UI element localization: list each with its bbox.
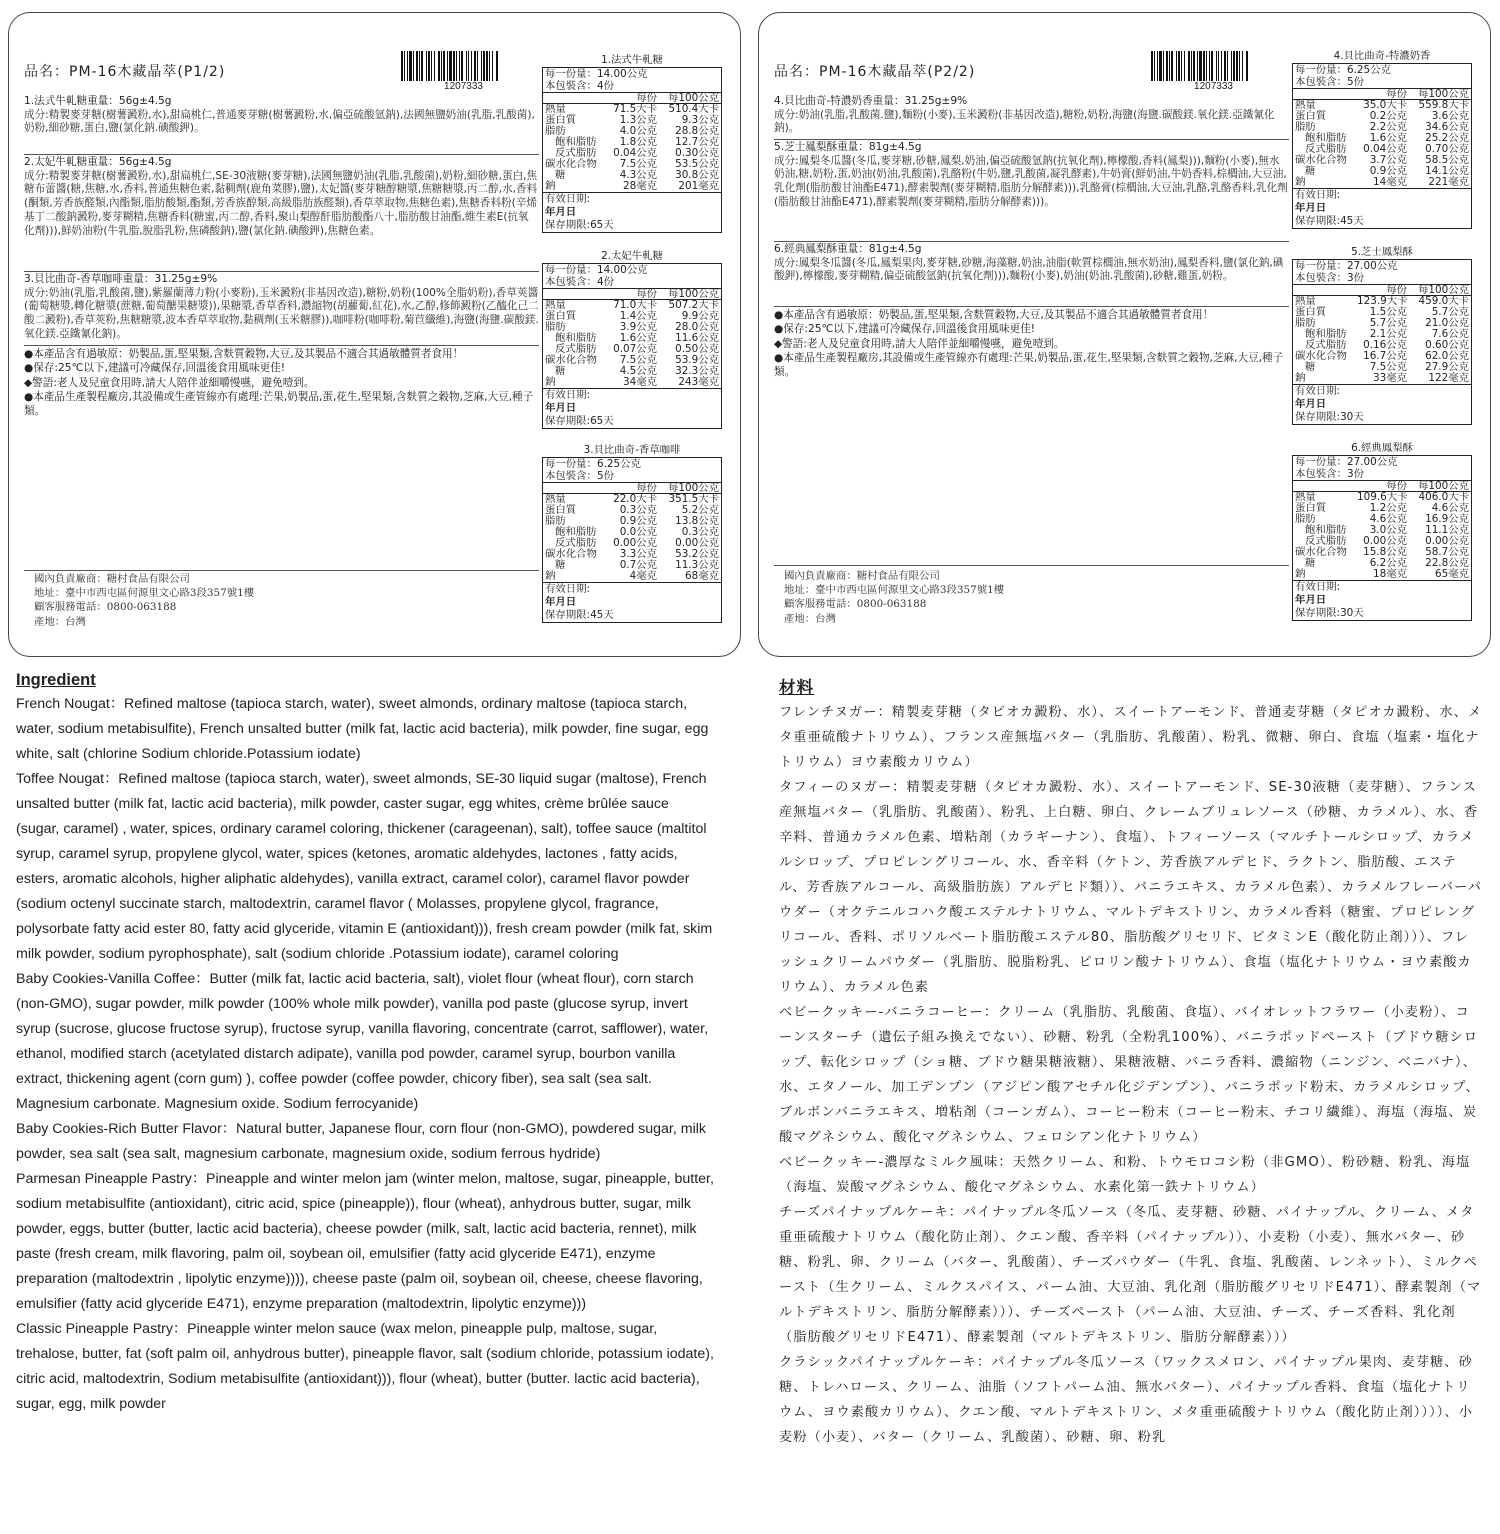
nutrient-name: 糖: [555, 365, 566, 377]
nutrition-row: [543, 571, 721, 582]
nutrient-name: 脂肪: [545, 515, 566, 527]
maker-phone: 顧客服務電話：0800-063188: [784, 598, 927, 611]
per-serving-value: 3.3公克: [619, 548, 657, 560]
nutrient-name: 糖: [1305, 361, 1316, 373]
servings-per-pack: 本包裝含：3份: [1295, 468, 1364, 480]
barcode-icon: [1151, 51, 1276, 83]
per-serving-value: 6.2公克: [1369, 557, 1407, 569]
per-100g-value: 34.6公克: [1425, 121, 1469, 133]
nutrient-name: 碳水化合物: [545, 548, 597, 560]
per-serving-value: 2.2公克: [1369, 121, 1407, 133]
per-100g-value: 21.0公克: [1425, 317, 1469, 329]
per-serving-value: 0.07公克: [613, 343, 657, 355]
per-serving-value: 1.8公克: [619, 136, 657, 148]
nutrition-title: 5.芝士鳳梨酥: [1351, 246, 1413, 258]
per-serving-value: 4.3公克: [619, 169, 657, 181]
barcode: [401, 51, 526, 91]
per-serving-value: 0.00公克: [613, 537, 657, 549]
nutrient-name: 碳水化合物: [545, 158, 597, 170]
per-100g-value: 16.9公克: [1425, 513, 1469, 525]
servings-per-pack: 本包裝含：4份: [545, 276, 614, 288]
nutrient-name: 糖: [555, 559, 566, 571]
per-serving-value: 1.4公克: [619, 310, 657, 322]
nutrient-name: 脂肪: [1295, 317, 1316, 329]
barcode: [1151, 51, 1276, 91]
per-100g-value: 122毫克: [1428, 372, 1469, 384]
per-100g-value: 65毫克: [1434, 568, 1469, 580]
ingredient-paragraph: フレンチヌガー：精製麦芽糖（タピオカ澱粉、水）、スイートアーモンド、普通麦芽糖（タピオカ澱粉、水、メタ重亜硫酸ナトリウム）、フランス産無塩バター（乳脂肪、乳酸菌）、粉乳、微糖、卵白、食塩（塩素・塩化ナトリウム）ヨウ素酸カリウム）: [779, 705, 1483, 770]
nutrition-serving: [1293, 64, 1471, 89]
divider: [774, 565, 1289, 566]
serving-size: 每一份量：14.00公克: [545, 264, 648, 276]
nutrient-name: 鈉: [1295, 176, 1306, 188]
per-100g-value: 9.3公克: [681, 114, 719, 126]
nutrient-name: 反式脂肪: [555, 147, 597, 159]
ingredient-paragraph: Classic Pineapple Pastry：Pineapple winter melon sauce (wax melon, pineapple pulp, maltose, sugar, trehalose, butter, fat (soft palm oil, anhydrous butter), pineapple flavor, salt (sodium chloride, potassium iodate), citric acid, maltodextrin, Sodium metabisulfite (antioxidant))), flour (wheat), butter (butter. lactic acid bacteria), sugar, egg, milk powder: [16, 1321, 714, 1412]
per-100g-value: 7.6公克: [1431, 328, 1469, 340]
per-serving-value: 0.3公克: [619, 504, 657, 516]
per-100g-value: 62.0公克: [1425, 350, 1469, 362]
per-serving-value: 7.5公克: [1369, 361, 1407, 373]
maker-name: 國內負責廠商：糖村食品有限公司: [34, 573, 190, 585]
nutrition-footer: [543, 583, 721, 622]
storage-note: ●保存:25℃以下,建議可冷藏保存,回溫後食用風味更佳!: [774, 323, 1036, 336]
expiry-date: 有效日期: 年月日: [1295, 581, 1341, 606]
ingredient-paragraph: ベビークッキー-濃厚なミルク風味：天然クリーム、和粉、トウモロコシ粉（非GMO）、粉砂糖、粉乳、海塩（海塩、炭酸マグネシウム、酸化マグネシウム、水素化第一鉄ナトリウム）: [779, 1155, 1471, 1195]
nutrient-name: 蛋白質: [545, 114, 577, 126]
nutrient-name: 飽和脂肪: [555, 332, 597, 344]
shelf-life: 保存期限:65天: [545, 219, 614, 231]
facility-note: ●本產品生產製程廠房,其設備或生產管線亦有處理:芒果,奶製品,蛋,花生,堅果類,含麩質之穀物,芝麻,大豆,種子類。: [24, 390, 534, 418]
divider: [24, 570, 539, 571]
ingredient-title: Ingredient: [16, 671, 96, 689]
section-body: 成分:精製麥芽糖(樹薯澱粉,水),甜扁桃仁,普通麥芽糖(樹薯澱粉,水,偏亞硫酸氫鈉),法國無鹽奶油(乳脂,乳酸菌),奶粉,細砂糖,蛋白,鹽(氯化鈉.碘酸鉀)。: [24, 108, 535, 135]
nutrition-title: 6.經典鳳梨酥: [1351, 442, 1413, 454]
nutrient-name: 熱量: [545, 493, 566, 505]
nutrition-row: [1293, 569, 1471, 580]
per-serving-value: 33毫克: [1372, 372, 1407, 384]
nutrition-serving: [543, 264, 721, 289]
nutrient-name: 熱量: [1295, 99, 1316, 111]
servings-per-pack: 本包裝含：4份: [545, 80, 614, 92]
nutrition-box: [1292, 259, 1472, 425]
manufacturer-info: [784, 569, 1004, 626]
per-100g-value: 58.7公克: [1425, 546, 1469, 558]
divider: [774, 241, 1289, 242]
ingredient-paragraph: Parmesan Pineapple Pastry：Pineapple and winter melon jam (winter melon, maltose, sugar, pineapple, butter, sodium metabisulfite (antioxidant), citric acid, spice (pineapple)), flour (wheat), anhydrous butter, sugar, milk powder, eggs, butter (butter, lactic acid bacteria), cheese powder (milk, salt, lactic acid bacteria, rennet), milk paste (fresh cream, milk flavoring, palm oil, soybean oil, emulsifier (fatty acid glyceride E471), enzyme preparation (maltodextrin , lipolytic enzyme)))), cheese paste (palm oil, soybean oil, cheese, cheese flavoring, emulsifier (fatty acid glyceride E471), enzyme preparation (maltodextrin, lipolytic enzyme))): [16, 1171, 714, 1312]
ingredient-section: [774, 95, 1289, 139]
nutrition-serving: [543, 458, 721, 483]
section-heading: 1.法式牛軋糖重量：56g±4.5g: [24, 95, 172, 107]
per-100g-value: 53.5公克: [675, 158, 719, 170]
serving-size: 每一份量：27.00公克: [1295, 260, 1398, 272]
nutrient-name: 反式脂肪: [555, 537, 597, 549]
ingredient-section: [24, 156, 539, 269]
shelf-life: 保存期限:45天: [1295, 215, 1364, 227]
per-serving-value: 16.7公克: [1363, 350, 1407, 362]
per-serving-header: 每份: [1386, 88, 1407, 100]
nutrition-footer: [1293, 189, 1471, 228]
nutrition-table: [1292, 245, 1472, 425]
nutrient-name: 糖: [1305, 165, 1316, 177]
expiry-date: 有效日期: 年月日: [545, 193, 591, 218]
per-serving-value: 2.1公克: [1369, 328, 1407, 340]
per-serving-value: 7.5公克: [619, 158, 657, 170]
per-serving-value: 0.04公克: [1363, 143, 1407, 155]
warning-note: ◆警語:老人及兒童食用時,請大人陪伴並細嚼慢嚥，避免噎到。: [774, 337, 1065, 350]
per-100g-value: 351.5大卡: [668, 493, 719, 505]
nutrition-title: 4.貝比曲奇-特濃奶香: [1333, 50, 1431, 62]
nutrient-name: 碳水化合物: [1295, 546, 1347, 558]
ingredient-section: [774, 141, 1289, 240]
per-serving-value: 1.5公克: [1369, 306, 1407, 318]
barcode-number: 1207333: [444, 81, 483, 92]
per-100g-value: 58.5公克: [1425, 154, 1469, 166]
ingredient-paragraph: Toffee Nougat：Refined maltose (tapioca starch, water), sweet almonds, SE-30 liquid sugar (maltose), French unsalted butter (milk fat, lactic acid bacteria), milk powder, caster sugar, egg whites, crème brûlée sauce (sugar, caramel) , water, spices, ordinary caramel coloring, thickener (carageenan), salt), toffee sauce (maltitol syrup, caramel syrup, propylene glycol, water, spices (ketones, aromatic aldehydes, lactones , fatty acids, esters, aromatic alcohols, higher aliphatic aldehydes), vanilla extract, caramel color), caramel flavor powder (sodium octenyl succinate starch, maltodextrin, caramel flavor ( Molasses, propylene glycol, fragrance, polysorbate fatty acid ester 80, fatty acid glyceride, vitamin E (antioxidant))), fresh cream powder (milk fat, skim milk powder, sodium pyrophosphate), salt (sodium chloride .Potassium iodate), caramel coloring: [16, 771, 713, 962]
per-100g-header: 每100公克: [667, 482, 719, 494]
per-serving-header: 每份: [636, 482, 657, 494]
per-serving-value: 0.7公克: [619, 559, 657, 571]
per-serving-value: 71.5大卡: [613, 103, 657, 115]
nutrient-name: 飽和脂肪: [1305, 328, 1347, 340]
per-100g-header: 每100公克: [1417, 480, 1469, 492]
nutrient-name: 反式脂肪: [1305, 339, 1347, 351]
nutrition-row: [1293, 177, 1471, 188]
nutrition-serving: [543, 68, 721, 93]
per-100g-value: 221毫克: [1428, 176, 1469, 188]
per-100g-value: 243毫克: [678, 376, 719, 388]
per-serving-value: 1.3公克: [619, 114, 657, 126]
section-body: 成分:鳳梨冬瓜醬(冬瓜,鳳梨果肉,麥芽糖,砂糖,海藻糖,奶油,油脂(軟質棕櫚油,無水奶油),鳳梨香料,鹽(氯化鈉,碘酸鉀),檸檬酸,麥芽糊精,偏亞硫酸氫鈉(抗氧化劑))),麵粉(小麥),奶油(奶油.乳酸菌),砂糖,雞蛋,奶粉。: [774, 256, 1284, 283]
nutrient-name: 脂肪: [545, 321, 566, 333]
nutrient-name: 飽和脂肪: [555, 526, 597, 538]
nutrient-name: 碳水化合物: [1295, 154, 1347, 166]
ingredient-paragraph: French Nougat：Refined maltose (tapioca starch, water), sweet almonds, ordinary maltose (tapioca starch, water, sodium metabisulfite), French unsalted butter (milk fat, lactic acid bacteria), milk powder, fine sugar, egg white, salt (chlorine Sodium chloride.Potassium iodate): [16, 696, 709, 762]
expiry-date: 有效日期: 年月日: [1295, 189, 1341, 214]
per-serving-value: 5.7公克: [1369, 317, 1407, 329]
section-heading: 4.貝比曲奇-特濃奶香重量：31.25g±9%: [774, 95, 968, 107]
nutrient-name: 反式脂肪: [1305, 535, 1347, 547]
nutrient-name: 鈉: [545, 376, 556, 388]
servings-per-pack: 本包裝含：5份: [1295, 76, 1364, 88]
nutrition-box: [542, 263, 722, 429]
maker-origin: 產地：台灣: [784, 612, 836, 625]
maker-address: 地址：臺中市西屯區何源里文心路3段357號1樓: [34, 587, 255, 600]
barcode-number: 1207333: [1194, 81, 1233, 92]
serving-size: 每一份量：27.00公克: [1295, 456, 1398, 468]
per-100g-value: 11.1公克: [1425, 524, 1469, 536]
nutrition-title: 1.法式牛軋糖: [601, 54, 663, 66]
per-100g-value: 5.7公克: [1431, 306, 1469, 318]
per-serving-value: 35.0大卡: [1363, 99, 1407, 111]
nutrient-name: 鈉: [1295, 568, 1306, 580]
nutrient-name: 蛋白質: [545, 310, 577, 322]
ingredient-paragraph: クラシックパイナップルケーキ：パイナップル冬瓜ソース（ワックスメロン、パイナップル果肉、麦芽糖、砂糖、トレハロース、クリーム、油脂（ソフトパーム油、無水バター）、パイナップル香料、食塩（塩化ナトリウム、ヨウ素酸カリウム）、クエン酸、マルトデキストリン、メタ重亜硫酸ナトリウム（酸化防止剤））））、小麦粉（小麦）、バター（クリーム、乳酸菌）、砂糖、卵、粉乳: [779, 1355, 1474, 1445]
nutrient-name: 飽和脂肪: [1305, 524, 1347, 536]
divider: [774, 306, 1289, 307]
divider: [24, 345, 539, 346]
per-100g-value: 14.1公克: [1425, 165, 1469, 177]
per-serving-value: 109.6大卡: [1357, 491, 1408, 503]
per-serving-value: 1.6公克: [619, 332, 657, 344]
per-100g-value: 28.8公克: [675, 125, 719, 137]
per-serving-value: 1.2公克: [1369, 502, 1407, 514]
per-100g-value: 0.50公克: [675, 343, 719, 355]
divider: [24, 154, 539, 155]
per-100g-value: 9.9公克: [681, 310, 719, 322]
per-100g-header: 每100公克: [1417, 284, 1469, 296]
ingredient-japanese: [779, 676, 1483, 1450]
nutrient-name: 飽和脂肪: [555, 136, 597, 148]
per-serving-value: 14毫克: [1372, 176, 1407, 188]
nutrition-row: [1293, 373, 1471, 384]
serving-size: 每一份量：6.25公克: [1295, 64, 1391, 76]
per-serving-value: 15.8公克: [1363, 546, 1407, 558]
ingredient-title: 材料: [779, 678, 815, 697]
warning-note: ◆警語:老人及兒童食用時,請大人陪伴並細嚼慢嚥，避免噎到。: [24, 376, 315, 389]
shelf-life: 保存期限:65天: [545, 415, 614, 427]
nutrition-table: [542, 249, 722, 429]
per-100g-header: 每100公克: [1417, 88, 1469, 100]
per-100g-value: 3.6公克: [1431, 110, 1469, 122]
per-serving-value: 3.0公克: [1369, 524, 1407, 536]
per-100g-value: 0.3公克: [681, 526, 719, 538]
per-100g-value: 5.2公克: [681, 504, 719, 516]
per-serving-value: 0.00公克: [1363, 535, 1407, 547]
nutrient-name: 反式脂肪: [1305, 143, 1347, 155]
per-100g-value: 53.2公克: [675, 548, 719, 560]
ingredient-section: [24, 273, 539, 345]
per-100g-value: 559.8大卡: [1418, 99, 1469, 111]
per-100g-value: 28.0公克: [675, 321, 719, 333]
nutrition-table: [1292, 49, 1472, 229]
nutrition-footer: [543, 389, 721, 428]
per-serving-header: 每份: [636, 288, 657, 300]
ingredient-paragraph: Baby Cookies-Vanilla Coffee：Butter (milk fat, lactic acid bacteria, salt), violet flour (wheat flour), corn starch (non-GMO), sugar powder, milk powder (100% whole milk powder), vanilla pod paste (glucose syrup, invert syrup (sucrose, glucose fructose syrup), fructose syrup, vanilla flavoring, concentrate (carrot, safflower), water, ethanol, modified starch (acetylated distarch adipate), vanilla pod powder, caramel syrup, bourbon vanilla extract, thickening agent (corn gum) ), coffee powder (coffee powder, chicory fiber), sea salt (sea salt. Magnesium carbonate. Magnesium oxide. Sodium ferrocyanide): [16, 971, 709, 1112]
per-100g-value: 510.4大卡: [668, 103, 719, 115]
nutrition-table: [542, 443, 722, 623]
nutrition-box: [542, 67, 722, 233]
notes: [774, 308, 1289, 379]
nutrient-name: 碳水化合物: [545, 354, 597, 366]
serving-size: 每一份量：6.25公克: [545, 458, 641, 470]
nutrition-box: [1292, 455, 1472, 621]
per-serving-header: 每份: [1386, 284, 1407, 296]
per-100g-value: 11.6公克: [675, 332, 719, 344]
section-heading: 5.芝士鳳梨酥重量：81g±4.5g: [774, 141, 922, 153]
nutrient-name: 蛋白質: [1295, 110, 1327, 122]
per-serving-value: 34毫克: [622, 376, 657, 388]
nutrition-title: 2.太妃牛軋糖: [601, 250, 663, 262]
nutrient-name: 反式脂肪: [555, 343, 597, 355]
per-serving-value: 22.0大卡: [613, 493, 657, 505]
nutrient-name: 糖: [1305, 557, 1316, 569]
nutrient-name: 糖: [555, 169, 566, 181]
section-body: 成分:精製麥芽糖(樹薯澱粉,水),甜扁桃仁,SE-30液糖(麥芽糖),法國無鹽奶油(乳脂,乳酸菌),奶粉,細砂糖,蛋白,焦糖布蕾醬(糖,焦糖,水,香料,普通焦糖色素,黏稠劑(鹿角菜膠),鹽),太妃醬(麥芽糖醇糖漿,焦糖糖漿,丙二醇,水,香料(酮類,芳香族醛類,內酯類,脂肪酸類,酯類,芳香族醇類,高級脂肪族醛類),香草萃取物,焦糖色素),焦糖香料粉(辛烯基丁二酸鈉澱粉,麥芽糊精,焦糖香料(糖蜜,丙二醇,香料,聚山梨醇酐脂肪酸酯八十,脂肪酸甘油酯,維生素E(抗氧化劑))),鮮奶油粉(牛乳脂,脫脂乳粉,焦磷酸鈉),鹽(氯化鈉.碘酸鉀),焦糖色素。: [24, 169, 538, 237]
servings-per-pack: 本包裝含：5份: [545, 470, 614, 482]
expiry-date: 有效日期: 年月日: [545, 389, 591, 414]
barcode-icon: [401, 51, 526, 83]
ingredient-paragraph: Baby Cookies-Rich Butter Flavor：Natural butter, Japanese flour, corn flour (non-GMO), powdered sugar, milk powder, sea salt (sea salt, magnesium carbonate, magnesium oxide, sodium ferrous hydride): [16, 1121, 706, 1162]
per-100g-value: 53.9公克: [675, 354, 719, 366]
nutrition-row: [543, 181, 721, 192]
divider: [24, 271, 539, 272]
per-100g-value: 0.60公克: [1425, 339, 1469, 351]
divider: [774, 139, 1289, 140]
ingredient-section: [774, 243, 1289, 315]
section-body: 成分:奶油(乳脂,乳酸菌.鹽),麵粉(小麥),玉米澱粉(非基因改造),糖粉,奶粉,海鹽(海鹽.碳酸鎂.氧化鎂.亞鐵氰化鈉)。: [774, 108, 1275, 135]
per-serving-value: 3.9公克: [619, 321, 657, 333]
allergen-note: ●本產品含有過敏原：奶製品,蛋,堅果類,含麩質穀物,大豆,及其製品不適合其過敏體質者食用！: [24, 348, 464, 360]
notes: [24, 347, 539, 418]
per-serving-value: 7.5公克: [619, 354, 657, 366]
per-serving-value: 0.0公克: [619, 526, 657, 538]
section-heading: 6.經典鳳梨酥重量：81g±4.5g: [774, 243, 922, 255]
per-serving-value: 28毫克: [622, 180, 657, 192]
storage-note: ●保存:25℃以下,建議可冷藏保存,回溫後食用風味更佳!: [24, 362, 286, 375]
facility-note: ●本產品生產製程廠房,其設備或生產管線亦有處理:芒果,奶製品,蛋,花生,堅果類,含麩質之穀物,芝麻,大豆,種子類。: [774, 351, 1284, 379]
per-100g-value: 4.6公克: [1431, 502, 1469, 514]
nutrition-box: [542, 457, 722, 623]
maker-origin: 產地：台灣: [34, 615, 86, 628]
nutrition-table: [1292, 441, 1472, 621]
product-name: 品名：PM-16木藏晶萃(P2/2): [774, 64, 976, 80]
section-body: 成分:奶油(乳脂,乳酸菌,鹽),紫羅蘭薄力粉(小麥粉),玉米澱粉(非基因改造),糖粉,奶粉(100%全脂奶粉),香草莢醬(葡萄糖漿,轉化糖漿(蔗糖,葡萄醣果糖漿)),果糖漿,香草香料,濃縮物(胡蘿蔔,紅花),水,乙醇,修飾澱粉(乙醯化己二酸二澱粉),香草莢粉,焦糖糖漿,波本香草萃取物,黏稠劑(玉米糖膠)),咖啡粉(咖啡粉,菊苣纖維),海鹽(海鹽.碳酸鎂.氧化鎂.亞鐵氰化鈉)。: [24, 286, 539, 340]
ingredient-paragraph: チーズパイナップルケーキ：パイナップル冬瓜ソース（冬瓜、麦芽糖、砂糖、パイナップル、クリーム、メタ重亜硫酸ナトリウム（酸化防止剤）、クエン酸、香辛料（パイナップル））、小麦粉（小麦）、無水バター、砂糖、粉乳、卵、クリーム（バター、乳酸菌）、チーズパウダー（牛乳、食塩、乳酸菌、レンネット）、ミルクペースト（生クリーム、ミルクスパイス、パーム油、大豆油、乳化剤（脂肪酸グリセリドE471）、酵素製剤（マルトデキストリン、脂肪分解酵素）））、チーズペースト（パーム油、大豆油、チーズ、チーズ香料、乳化剤（脂肪酸グリセリドE471）、酵素製剤（マルトデキストリン、脂肪分解酵素）））: [779, 1205, 1482, 1345]
per-serving-value: 1.6公克: [1369, 132, 1407, 144]
nutrient-name: 脂肪: [1295, 513, 1316, 525]
nutrition-table: [542, 53, 722, 233]
per-100g-value: 11.3公克: [675, 559, 719, 571]
nutrient-name: 飽和脂肪: [1305, 132, 1347, 144]
nutrient-name: 熱量: [545, 103, 566, 115]
nutrition-title: 3.貝比曲奇-香草咖啡: [583, 444, 681, 456]
product-name: 品名：PM-16木藏晶萃(P1/2): [24, 64, 226, 80]
manufacturer-info: [34, 572, 254, 629]
nutrient-name: 熱量: [1295, 491, 1316, 503]
nutrient-name: 鈉: [1295, 372, 1306, 384]
per-100g-value: 12.7公克: [675, 136, 719, 148]
per-100g-value: 507.2大卡: [668, 299, 719, 311]
per-100g-value: 0.30公克: [675, 147, 719, 159]
maker-address: 地址：臺中市西屯區何源里文心路3段357號1樓: [784, 584, 1005, 597]
per-100g-value: 22.8公克: [1425, 557, 1469, 569]
serving-size: 每一份量：14.00公克: [545, 68, 648, 80]
per-serving-value: 18毫克: [1372, 568, 1407, 580]
per-serving-value: 3.7公克: [1369, 154, 1407, 166]
per-serving-value: 0.9公克: [619, 515, 657, 527]
per-serving-value: 123.9大卡: [1357, 295, 1408, 307]
nutrition-box: [1292, 63, 1472, 229]
per-serving-value: 4.0公克: [619, 125, 657, 137]
per-100g-value: 27.9公克: [1425, 361, 1469, 373]
per-100g-value: 0.70公克: [1425, 143, 1469, 155]
nutrient-name: 脂肪: [545, 125, 566, 137]
per-100g-header: 每100公克: [667, 288, 719, 300]
section-heading: 2.太妃牛軋糖重量：56g±4.5g: [24, 156, 172, 168]
nutrition-footer: [1293, 385, 1471, 424]
ingredient-english: [16, 668, 716, 1417]
per-100g-value: 68毫克: [684, 570, 719, 582]
allergen-note: ●本產品含有過敏原：奶製品,蛋,堅果類,含麩質穀物,大豆,及其製品不適合其過敏體質者食用！: [774, 309, 1214, 321]
nutrition-footer: [543, 193, 721, 232]
per-100g-value: 32.3公克: [675, 365, 719, 377]
per-serving-value: 4.6公克: [1369, 513, 1407, 525]
per-serving-value: 71.0大卡: [613, 299, 657, 311]
per-100g-value: 0.00公克: [675, 537, 719, 549]
per-100g-value: 406.0大卡: [1418, 491, 1469, 503]
ingredient-paragraph: ベビークッキー-バニラコーヒー：クリーム（乳脂肪、乳酸菌、食塩）、バイオレットフラワー（小麦粉）、コーンスターチ（遺伝子組み換えでない）、砂糖、粉乳（全粉乳100%）、バニラポッドペースト（ブドウ糖シロップ、転化シロップ（ショ糖、ブドウ糖果糖液糖）、果糖液糖、バニラ香料、濃縮物（ニンジン、ベニバナ）、水、エタノール、加工デンプン（アジピン酸アセチル化ジデンプン）、バニラポッド粉末、カラメルシロップ、ブルボンバニラエキス、増粘剤（コーンガム）、コーヒー粉末（コーヒー粉末、チコリ繊維）、海塩（海塩、炭酸マグネシウム、酸化マグネシウム、フェロシアン化ナトリウム）: [779, 1005, 1480, 1145]
per-100g-value: 13.8公克: [675, 515, 719, 527]
nutrient-name: 鈉: [545, 570, 556, 582]
nutrition-serving: [1293, 260, 1471, 285]
expiry-date: 有效日期: 年月日: [1295, 385, 1341, 410]
nutrient-name: 碳水化合物: [1295, 350, 1347, 362]
nutrient-name: 蛋白質: [545, 504, 577, 516]
per-100g-value: 201毫克: [678, 180, 719, 192]
nutrient-name: 蛋白質: [1295, 502, 1327, 514]
label-panel-1: [8, 12, 741, 657]
nutrient-name: 脂肪: [1295, 121, 1316, 133]
maker-name: 國內負責廠商：糖村食品有限公司: [784, 570, 940, 582]
nutrient-name: 熱量: [545, 299, 566, 311]
per-100g-value: 25.2公克: [1425, 132, 1469, 144]
per-100g-header: 每100公克: [667, 92, 719, 104]
per-serving-value: 4.5公克: [619, 365, 657, 377]
label-panel-2: [758, 12, 1491, 657]
servings-per-pack: 本包裝含：3份: [1295, 272, 1364, 284]
per-serving-value: 0.2公克: [1369, 110, 1407, 122]
per-100g-value: 30.8公克: [675, 169, 719, 181]
per-serving-value: 0.04公克: [613, 147, 657, 159]
per-serving-header: 每份: [1386, 480, 1407, 492]
maker-phone: 顧客服務電話：0800-063188: [34, 601, 177, 614]
nutrient-name: 熱量: [1295, 295, 1316, 307]
per-100g-value: 0.00公克: [1425, 535, 1469, 547]
nutrition-serving: [1293, 456, 1471, 481]
per-serving-header: 每份: [636, 92, 657, 104]
nutrient-name: 蛋白質: [1295, 306, 1327, 318]
nutrition-row: [543, 377, 721, 388]
section-heading: 3.貝比曲奇-香草咖啡重量：31.25g±9%: [24, 273, 218, 285]
ingredient-paragraph: タフィーのヌガー：精製麦芽糖（タピオカ澱粉、水）、スイートアーモンド、SE-30液糖（麦芽糖）、フランス産無塩バター（乳脂肪、乳酸菌）、粉乳、上白糖、卵白、クレームブリュレソース（砂糖、カラメル）、水、香辛料、普通カラメル色素、増粘剤（カラギーナン）、食塩）、トフィーソース（マルチトールシロップ、カラメルシロップ、プロピレングリコール、水、香辛料（ケトン、芳香族アルデヒド、ラクトン、脂肪酸、エステル、芳香族アルコール、高級脂肪族）アルデヒド類））、バニラエキス、カラメル色素）、カラメルフレーバーパウダー（オクテニルコハク酸エステルナトリウム、マルトデキストリン、カラメル香料（糖蜜、プロピレングリコール、香料、ポリソルベート脂肪酸エステル80、脂肪酸グリセリド、ビタミンE（酸化防止剤）））、フレッシュクリームパウダー（乳脂肪、脱脂粉乳、ピロリン酸ナトリウム）、食塩（塩化ナトリウム・ヨウ素酸カリウム）、カラメル色素: [779, 780, 1482, 995]
shelf-life: 保存期限:45天: [545, 609, 614, 621]
per-serving-value: 0.9公克: [1369, 165, 1407, 177]
shelf-life: 保存期限:30天: [1295, 607, 1364, 619]
nutrient-name: 鈉: [545, 180, 556, 192]
ingredient-section: [24, 95, 539, 153]
expiry-date: 有效日期: 年月日: [545, 583, 591, 608]
per-100g-value: 459.0大卡: [1418, 295, 1469, 307]
shelf-life: 保存期限:30天: [1295, 411, 1364, 423]
per-serving-value: 0.16公克: [1363, 339, 1407, 351]
section-body: 成分:鳳梨冬瓜醬(冬瓜,麥芽糖,砂糖,鳳梨,奶油,偏亞硫酸氫鈉(抗氧化劑),檸檬酸,香料(鳳梨))),麵粉(小麥),無水奶油,糖,奶粉,蛋,奶油(奶油,乳酸菌),乳酪粉(牛奶,鹽,乳酸菌,凝乳酵素),牛奶膏(鮮奶油,牛奶香料,棕櫚油,大豆油,乳化劑(脂肪酸甘油酯E471),酵素製劑(麥芽糊精,脂肪分解酵素))),乳酪膏(棕櫚油,大豆油,乳酪,乳酪香料,乳化劑(脂肪酸甘油酯E471),酵素製劑(麥芽糊精,脂肪分解酵素)))。: [774, 154, 1288, 208]
nutrition-footer: [1293, 581, 1471, 620]
per-serving-value: 4毫克: [629, 570, 657, 582]
